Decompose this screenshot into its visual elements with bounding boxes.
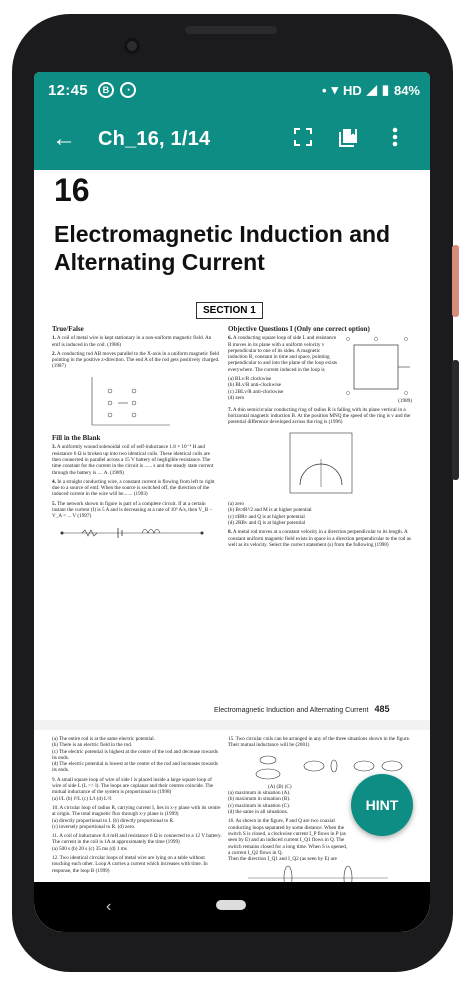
lower-right-line-3: (a) maximum in situation (A). — [228, 790, 291, 797]
right-column — [228, 324, 412, 551]
chapter-title: Electromagnetic Induction and Alternating Current — [54, 221, 391, 275]
right-heading: Objective Questions I (Only one correct option) — [228, 325, 370, 333]
question-4: 4. In a straight conducting wire, a constant current is flowing from left to right due to a source of emf. When the source is switched off, the direction of the induced current in the wire will be....... (1993) — [52, 478, 215, 498]
lower-left-line-10: 11. A coil of inductance 8.4 mH and resistance 6 Ω is connected to a 12 V battery. The current in the coil is 1A at approximately the time (1999) — [52, 833, 222, 846]
option-6a: (a) BLv/R clockwise — [228, 376, 272, 383]
lower-left-line-12: 12. Two identical circular loops of metal wire are lying on a table without touching each other. Loop A carries a current which increases with time. In response, the loop B (1999) — [52, 855, 208, 874]
option-6b: (b) BLv/R anti-clockwise — [228, 382, 282, 389]
lower-left-line-11: (a) 500 s (b) 20 s (c) 35 ms (d) 1 ms — [52, 845, 127, 852]
bookmark-icon[interactable] — [326, 127, 372, 152]
lower-right-line-7: 16. As shown in the figure, P and Q are two coaxial conducting loops separated by some distance. When the switch S is closed, a clockwise current I_P flows in P (as seen by E) and an induced current I_Q1 flows in Q. The switch remains closed for a long time. When S is opened, a current I_Q2 flows in Q. — [228, 818, 348, 856]
lower-left-line-3: (c) The electric potential is highest at the centre of the rod and decrease towards its ends. — [52, 748, 218, 761]
page-separator — [34, 720, 430, 730]
section-label: SECTION 1 — [196, 302, 263, 319]
lower-left-column — [52, 736, 222, 874]
network-label: HD — [343, 82, 362, 98]
question-3: 3. A uniformly wound solenoidal coil of self-inductance 1.8 × 10⁻⁴ H and resistance 6 Ω is broken up into two identical coils. These identical coils are then connected in parallel across a 15 V battery of negligible resistance. The time constant for the current in the circuit is ...... s and the steady state current through the battery is .... A. (1989) — [52, 444, 214, 476]
chapter-number: 16 — [54, 172, 90, 208]
square-loop-diagram — [344, 335, 412, 395]
lower-left-line-5: 9. A small square loop of wire of side l is placed inside a large square loop of wire of side L (L >> l). The loops are coplanar and their centres coincide. The mutual inductance of the system is proportional to (1998) — [52, 776, 214, 796]
lower-right-line-2: (A) (B) (C) — [268, 783, 292, 790]
app-bar — [34, 108, 430, 170]
rod-diagram — [52, 373, 172, 431]
back-arrow-icon[interactable]: ← — [52, 125, 76, 152]
b-icon: B — [98, 82, 114, 98]
option-7b: (b) BvπR²/2 and M is at higher potential — [228, 507, 312, 514]
fullscreen-icon[interactable] — [280, 128, 326, 151]
nav-back-icon[interactable]: ‹ — [106, 898, 112, 915]
lower-left-line-4: (d) The electric potential is lowest at the centre of the rod and increases towards its ends. — [52, 761, 218, 774]
option-7d: (d) 2RBv and Q is at higher potential — [228, 519, 306, 526]
wifi-icon: ▾ — [331, 82, 339, 97]
option-7c: (c) πBRv and Q is at higher potential — [228, 513, 305, 520]
status-bar — [34, 72, 430, 108]
option-6c: (c) 2BLv/R anti-clockwise — [228, 388, 284, 395]
footer-text: Electromagnetic Induction and Alternating Current — [214, 707, 369, 714]
speaker-grille — [185, 26, 277, 34]
lower-left-line-8: (a) directly proportional to I. (b) directly proportional to R. — [52, 817, 175, 824]
page-title: Ch_16, 1/14 — [98, 127, 211, 150]
lower-right-line-6: (d) the same in all situations. — [228, 809, 288, 816]
option-7a: (a) zero — [228, 501, 244, 508]
lower-left-line-9: (c) inversely proportional to R. (d) zero. — [52, 823, 136, 830]
battery-icon: ▮ — [381, 82, 389, 97]
lower-left-line-7: 10. A circular loop of radius R, carrying current I, lies in x-y plane with its centre at origin. The total magnetic flux through x-y plane is (1999) — [52, 804, 221, 818]
signal-icon: ◢ — [366, 82, 377, 97]
front-camera — [124, 38, 140, 54]
lower-left-line-6: (a) l/L (b) l²/L (c) L/l (d) L²/l — [52, 795, 112, 802]
lower-left-line-2: (b) There is an electric field in the rod. — [52, 742, 133, 749]
lower-left-line-1: (a) The entire rod is at the same electric potential. — [52, 736, 156, 742]
lower-right-line-1: 15. Two circular coils can be arranged in any of the three situations shown in the figure. Their mutual inductance will be (2001) — [228, 736, 411, 749]
page-footer — [214, 704, 390, 714]
question-2: 2. A conducting rod AB moves parallel to the X-axis in a uniform magnetic field pointing in the positive z-direction. The end A of the rod gets positively charged. (1987) — [52, 350, 220, 370]
hint-button[interactable]: HINT — [351, 774, 413, 836]
question-1: 1. A coil of metal wire is kept stationary in a non-uniform magnetic field. An emf is induced in the coil. (1986) — [52, 335, 212, 348]
fill-heading: Fill in the Blank — [52, 434, 101, 443]
status-right — [322, 82, 420, 98]
semicircle-ring-diagram — [228, 429, 412, 499]
status-time: 12:45 — [48, 81, 88, 99]
question-5: 5. The network shown in figure is part of a complete circuit. If at a certain instant the current (I) is 5 A and is decreasing at a rate of 10³ A/s, then V_B − V_A = ... V (1997) — [52, 500, 213, 520]
question-8: 8. A metal rod moves at a constant velocity in a direction perpendicular to its length. A constant uniform magnetic field exists in space in a direction perpendicular to the rod as well as its velocity. Select the correct statement (s) from the following (1998) — [228, 529, 411, 548]
question-6: 6. A conducting square loop of side L and resistance R moves in its plane with a uniform velocity v perpendicular to one of its sides. A magnetic induction B, constant in time and space, pointing perpendicular to and into the plane of the loop exists everywhere. The current induced in the loop is — [228, 335, 338, 373]
dot-icon: • — [321, 82, 327, 98]
question-7: 7. A thin semicircular conducting ring of radius R is falling with its plane vertical in a horizontal magnetic induction B. At the position MNQ the speed of the ring is v and the potential difference developed across the ring is (1996) — [228, 406, 411, 426]
volume-button — [452, 360, 459, 480]
more-vert-icon[interactable] — [372, 127, 418, 152]
page-number: 485 — [374, 704, 390, 714]
battery-percent: 84% — [393, 82, 420, 98]
lower-right-line-4: (b) maximum in situation (B). — [228, 796, 291, 803]
nav-home-pill[interactable] — [216, 900, 246, 910]
screen — [34, 72, 430, 932]
option-6d: (d) zero — [228, 394, 245, 401]
left-heading: True/False — [52, 325, 84, 333]
circuit-diagram — [52, 523, 212, 545]
lower-right-line-5: (c) maximum in situation (C). — [228, 802, 291, 809]
question-6-block — [228, 335, 412, 404]
power-button — [452, 245, 459, 317]
left-column — [52, 324, 220, 547]
whatsapp-icon: ◔ — [120, 82, 136, 98]
navigation-bar — [34, 882, 430, 932]
lower-right-line-8: Then the direction I_Q1 and I_Q2 (as seen by E) are — [228, 856, 337, 863]
question-6-year: (1989) — [398, 397, 412, 404]
